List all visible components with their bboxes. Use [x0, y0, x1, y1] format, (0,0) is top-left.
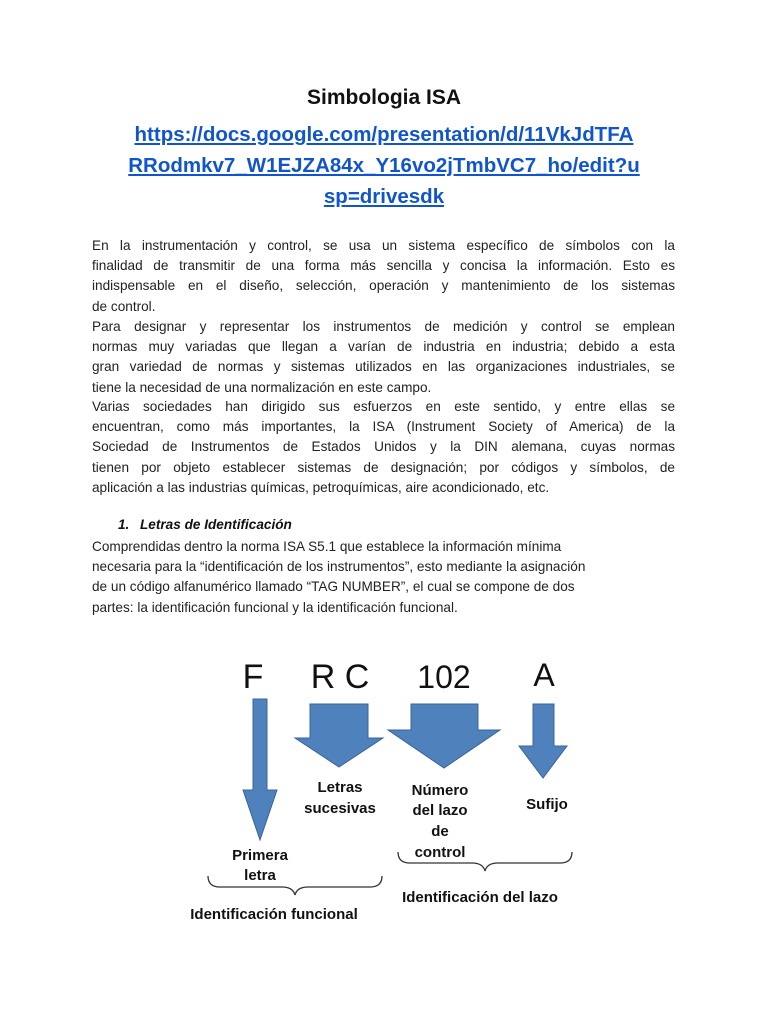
text-line: de un código alfanumérico llamado “TAG NUMBER”, el cual se compone de dos [92, 579, 575, 595]
text-line: tiene la necesidad de una normalización en este campo. [92, 379, 432, 395]
text-line: gran variedad de normas y sistemas utilizados en las organizaciones industriales, se [92, 359, 675, 375]
arrow-sufijo-icon [519, 704, 567, 778]
label-identificacion-funcional: Identificación funcional [190, 906, 358, 923]
section-heading [118, 517, 292, 532]
text-line: Comprendidas dentro la norma ISA S5.1 que establece la información mínima [92, 539, 562, 554]
text-line: Sociedad de Instrumentos de Estados Unidos y la DIN alemana, cuyas normas [92, 439, 675, 455]
text-line: de control. [92, 298, 156, 314]
label-letras-2: sucesivas [304, 800, 376, 817]
page-title: Simbologia ISA [306, 86, 461, 109]
presentation-link[interactable] [90, 119, 678, 212]
tag-number-diagram [150, 640, 620, 930]
text-line: partes: la identificación funcional y la identificación funcional. [92, 599, 458, 615]
link-line-1[interactable]: https://docs.google.com/presentation/d/11VkJdTFA [134, 123, 634, 146]
text-line: aplicación a las industrias químicas, petroquímicas, aire acondicionado, etc. [92, 479, 550, 495]
text-line: necesaria para la “identificación de los instrumentos”, esto mediante la asignación [92, 559, 586, 575]
arrow-letras-icon [295, 704, 383, 767]
text-line: Varias sociedades han dirigido sus esfuerzos en este sentido, y entre ellas se [92, 399, 675, 414]
text-line: encuentran, como más importantes, la ISA (Instrument Society of America) de la [92, 419, 675, 435]
letter-f: F [242, 658, 264, 696]
text-line: Para designar y representar los instrumentos de medición y control se emplean [92, 319, 675, 334]
link-line-3[interactable]: sp=drivesdk [323, 185, 445, 208]
brace-funcional-icon [208, 876, 382, 895]
label-numero-3: de [431, 823, 449, 840]
label-numero-4: control [414, 844, 466, 861]
label-letras-1: Letras [317, 779, 363, 796]
arrow-primera-icon [243, 699, 277, 840]
section-title: Letras de Identificación [140, 517, 292, 532]
norms-paragraph [92, 317, 675, 398]
label-numero-1: Número [411, 782, 469, 799]
arrow-numero-icon [388, 704, 500, 768]
label-numero-2: del lazo [412, 802, 468, 819]
societies-paragraph [92, 397, 675, 498]
section-number: 1. [118, 517, 130, 532]
text-line: tienen por objeto establecer sistemas de designación; por códigos y símbolos, de [92, 459, 675, 475]
intro-paragraph [92, 236, 675, 317]
label-sufijo: Sufijo [526, 796, 568, 813]
label-primera-1: Primera [232, 847, 288, 864]
label-identificacion-lazo: Identificación del lazo [402, 889, 558, 906]
letters-rc: R C [310, 658, 370, 696]
text-line: finalidad de transmitir de una forma más sencilla y concisa la información. Esto es [92, 258, 675, 274]
arrows [243, 699, 567, 840]
text-line: indispensable en el diseño, selección, operación y mantenimiento de los sistemas [92, 278, 675, 294]
section-paragraph [92, 537, 692, 618]
letter-suffix: A [533, 657, 555, 693]
text-line: En la instrumentación y control, se usa un sistema específico de símbolos con la [92, 238, 675, 253]
loop-number: 102 [417, 659, 471, 695]
label-primera-2: letra [244, 867, 276, 884]
text-line: normas muy variadas que llegan a varían de industria en industria; debido a esta [92, 339, 675, 355]
link-line-2[interactable]: RRodmkv7_W1EJZA84x_Y16vo2jTmbVC7_ho/edit?u [128, 154, 640, 177]
